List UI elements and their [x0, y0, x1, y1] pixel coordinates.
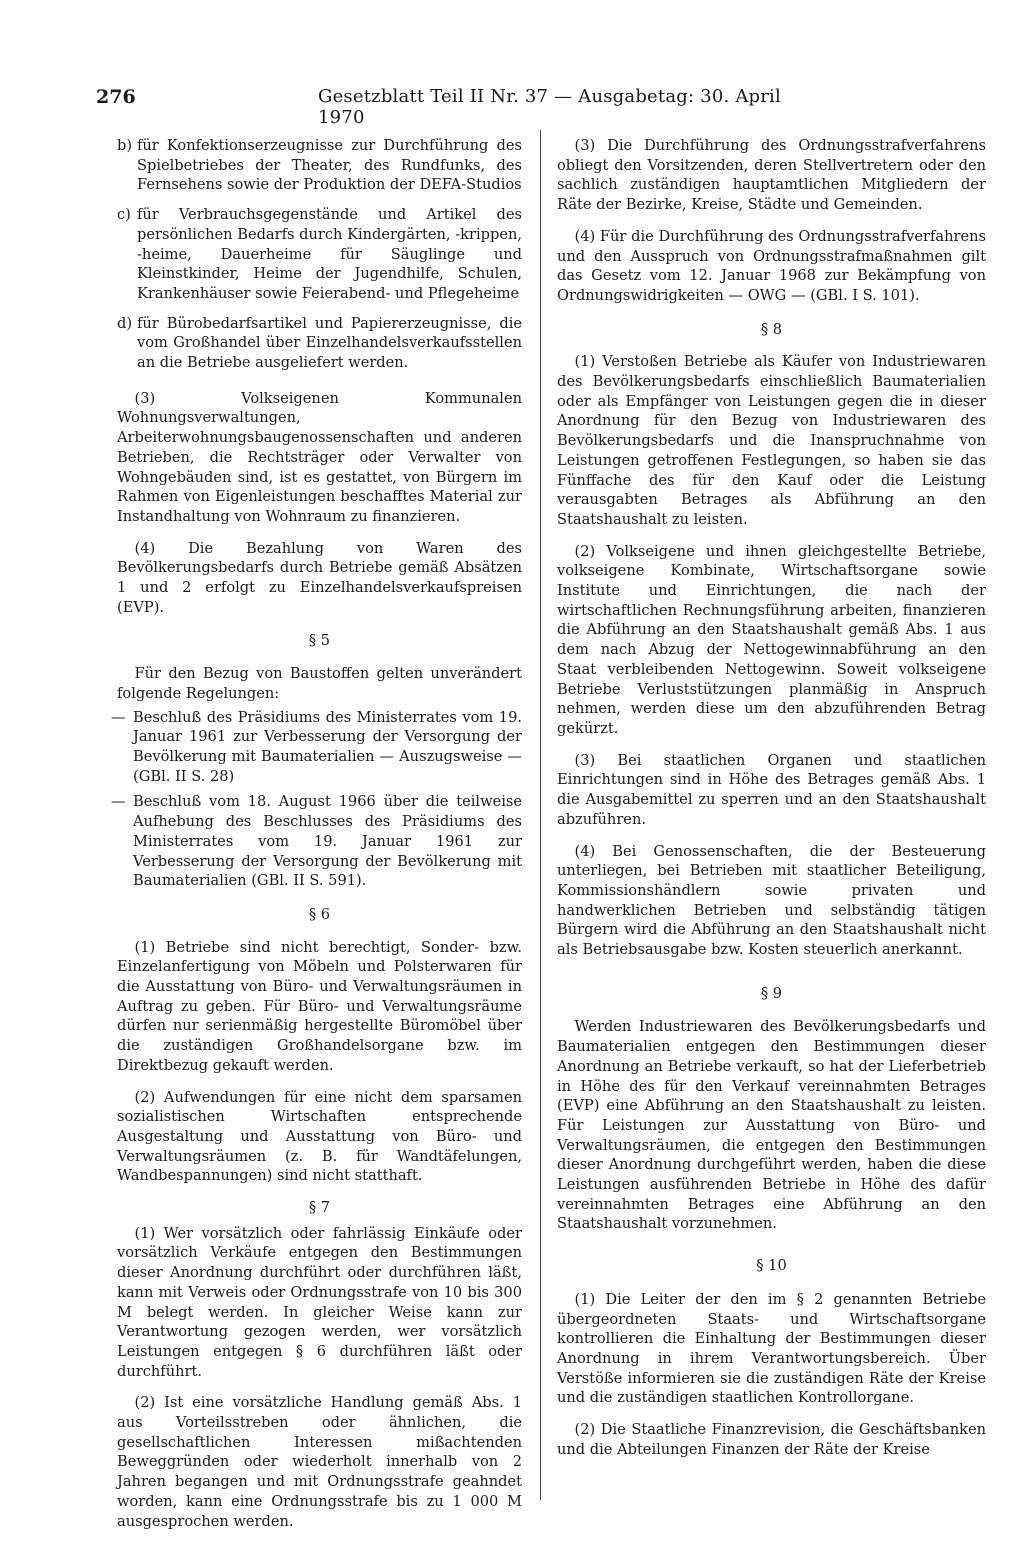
- list-item-d: [117, 314, 522, 373]
- section-7-paragraph-1: (1) Wer vorsätzlich oder fahrlässig Einkäufe oder vorsätzlich Verkäufe entgegen den Bestimmungen dieser Anordnung durchführt oder durchführen läßt, kann mit Verweis oder Ordnungsstrafe von 10 bis 300 M belegt werden. In gleicher Weise kann zur Verantwortung gezogen werden, wer vorsätzlich Leistungen entgegen § 6 durchführen läßt oder durchführt.: [117, 1224, 522, 1380]
- list-label: c): [117, 206, 131, 224]
- section-8-paragraph-2: (2) Volkseigene und ihnen gleichgestellte Betriebe, volkseigene Kombinate, Wirtschaftsorgane sowie Institute und Einrichtungen, die nach der wirtschaftlichen Rechnungsführung arbeiten, finanzieren die Abführung an den Staatshaushalt gemäß Abs. 1 aus dem nach Abzug der Nettogewinnabführung an den Staat verbleibenden Nettogewinn. Soweit volkseigene Betriebe Verluststützungen planmäßig in Anspruch nehmen, werden diese um den abzuführenden Betrag gekürzt.: [557, 542, 986, 737]
- section-7-paragraph-2: (2) Ist eine vorsätzliche Handlung gemäß Abs. 1 aus Vorteilsstreben oder ähnlichen, die gesellschaftlichen Interessen mißachtenden Beweggründen oder wiederholt innerhalb von 2 Jahren begangen und mit Ordnungsstrafe geahndet worden, kann eine Ordnungsstrafe bis zu 1 000 M ausgesprochen werden.: [117, 1394, 522, 1530]
- section-heading-9: § 9: [760, 984, 783, 1002]
- section-6-paragraph-1: (1) Betriebe sind nicht berechtigt, Sonder- bzw. Einzelanfertigung von Möbeln und Polsterwaren für die Ausstattung von Büro- und Verwaltungsräumen in Auftrag zu geben. Für Büro- und Verwaltungsräume dürfen nur serienmäßig hergestellte Büromöbel über die zuständigen Großhandelsorgane bzw. im Direktbezug gekauft werden.: [117, 938, 522, 1074]
- section-5-list: [111, 708, 522, 891]
- section-heading-7: § 7: [308, 1199, 331, 1217]
- list-item: [111, 708, 522, 787]
- list-text: Beschluß vom 18. August 1966 über die teilweise Aufhebung des Beschlusses des Präsidiums des Ministerrates vom 19. Januar 1961 zur Verbesserung der Versorgung der Bevölkerung mit Baumaterialien (GBl. II S. 591).: [133, 793, 522, 890]
- section-6-paragraph-2: (2) Aufwendungen für eine nicht dem sparsamen sozialistischen Wirtschaften entsprechende Ausgestaltung und Ausstattung von Büro- und Verwaltungsräumen (z. B. für Wandtäfelungen, Wandbespannungen) sind nicht statthaft.: [117, 1088, 522, 1185]
- section-8-paragraph-3: (3) Bei staatlichen Organen und staatlichen Einrichtungen sind in Höhe des Betrages gemäß Abs. 1 die Ausgabemittel zu sperren und an den Staatshaushalt abzuführen.: [557, 751, 986, 828]
- list-label: d): [117, 314, 133, 332]
- list-text: Beschluß des Präsidiums des Ministerrates vom 19. Januar 1961 zur Verbesserung der Versorgung der Bevölkerung mit Baumaterialien — Auszugsweise — (GBl. II S. 28): [133, 708, 522, 785]
- dash-bullet: —: [111, 793, 126, 811]
- section-heading-5: § 5: [308, 632, 331, 650]
- section-heading-10: § 10: [756, 1257, 787, 1275]
- section-7-paragraph-4: (4) Für die Durchführung des Ordnungsstrafverfahrens und den Ausspruch von Ordnungsstrafmaßnahmen gilt das Gesetz vom 12. Januar 1968 zur Bekämpfung von Ordnungswidrigkeiten — OWG — (GBl. I S. 101).: [557, 227, 986, 304]
- page-number: 276: [96, 86, 136, 108]
- dash-bullet: —: [111, 708, 126, 726]
- list-label: b): [117, 137, 133, 154]
- left-column: [111, 136, 522, 1543]
- right-column: [557, 136, 986, 1471]
- section-heading-6: § 6: [308, 905, 331, 923]
- column-divider: [540, 130, 541, 1500]
- section-10-paragraph-1: (1) Die Leiter der den im § 2 genannten Betriebe übergeordneten Staats- und Wirtschaftsorgane kontrollieren die Einhaltung der Bestimmungen dieser Anordnung in ihrem Verantwortungsbereich. Über Verstöße informieren sie die zuständigen Räte der Kreise und die zuständigen staatlichen Kontrollorgane.: [557, 1290, 986, 1407]
- page-header: [96, 86, 786, 128]
- section-9-paragraph: Werden Industriewaren des Bevölkerungsbedarfs und Baumaterialien entgegen den Bestimmungen dieser Anordnung an Betriebe verkauft, so hat der Lieferbetrieb in Höhe des für den Verkauf vereinnahmten Betrages (EVP) eine Abführung an den Staatshaushalt zu leisten. Für Leistungen zur Ausstattung von Büro- und Verwaltungsräumen, die entgegen den Bestimmungen dieser Anordnung durchgeführt werden, haben die diese Leistungen ausführenden Betriebe in Höhe des dafür vereinnahmten Betrages eine Abführung an den Staatshaushalt vorzunehmen.: [557, 1018, 986, 1233]
- list-text: für Bürobedarfsartikel und Papiererzeugnisse, die vom Großhandel über Einzelhandelsverkaufsstellen an die Betriebe ausgeliefert werden.: [137, 314, 522, 372]
- section-8-paragraph-1: (1) Verstoßen Betriebe als Käufer von Industriewaren des Bevölkerungsbedarfs einschließlich Baumaterialien oder als Empfänger von Leistungen gegen die in dieser Anordnung für den Bezug von Industriewaren des Bevölkerungsbedarfs und die Inanspruchnahme von Leistungen getroffenen Festlegungen, so haben sie das Fünffache des für den Kauf oder die Leistung verausgabten Betrages als Abführung an den Staatshaushalt zu leisten.: [557, 353, 986, 528]
- list-item: [111, 792, 522, 891]
- section-5-intro: Für den Bezug von Baustoffen gelten unverändert folgende Regelungen:: [117, 665, 522, 702]
- section-heading-8: § 8: [760, 320, 783, 338]
- list-text: für Konfektionserzeugnisse zur Durchführung des Spielbetriebes der Theater, des Rundfunks, des Fernsehens sowie der Produktion der DEFA-Studios: [137, 137, 522, 194]
- list-item-c: [117, 205, 522, 304]
- list-item-b: [117, 136, 522, 195]
- paragraph-4: (4) Die Bezahlung von Waren des Bevölkerungsbedarfs durch Betriebe gemäß Absätzen 1 und 2 erfolgt zu Einzelhandelsverkaufspreisen (EVP).: [117, 539, 522, 616]
- section-10-paragraph-2: (2) Die Staatliche Finanzrevision, die Geschäftsbanken und die Abteilungen Finanzen der Räte der Kreise: [557, 1421, 986, 1458]
- section-8-paragraph-4: (4) Bei Genossenschaften, die der Besteuerung unterliegen, bei Betrieben mit staatlicher Beteiligung, Kommissionshändlern sowie privaten und handwerklichen Betrieben und selbständig tätigen Bürgern wird die Abführung an den Staatshaushalt nicht als Betriebsausgabe bzw. Kosten steuerlich anerkannt.: [557, 842, 986, 959]
- section-7-paragraph-3: (3) Die Durchführung des Ordnungsstrafverfahrens obliegt den Vorsitzenden, deren Stellvertretern oder den sachlich zuständigen hauptamtlichen Mitgliedern der Räte der Bezirke, Kreise, Städte und Gemeinden.: [557, 137, 986, 214]
- list-text: für Verbrauchsgegenstände und Artikel des persönlichen Bedarfs durch Kindergärten, -krippen, -heime, Dauerheime für Säuglinge und Kleinstkinder, Heime der Jugendhilfe, Schulen, Krankenhäuser sowie Feierabend- und Pflegeheime: [137, 206, 522, 302]
- publication-header: Gesetzblatt Teil II Nr. 37 — Ausgabetag: 30. April 1970: [318, 86, 781, 128]
- paragraph-3: (3) Volkseigenen Kommunalen Wohnungsverwaltungen, Arbeiterwohnungsbaugenossenschaften und anderen Betrieben, die Rechtsträger oder Verwalter von Wohngebäuden sind, ist es gestattet, von Bürgern im Rahmen von Eigenleistungen beschafftes Material zur Instandhaltung von Wohnraum zu finanzieren.: [117, 389, 522, 525]
